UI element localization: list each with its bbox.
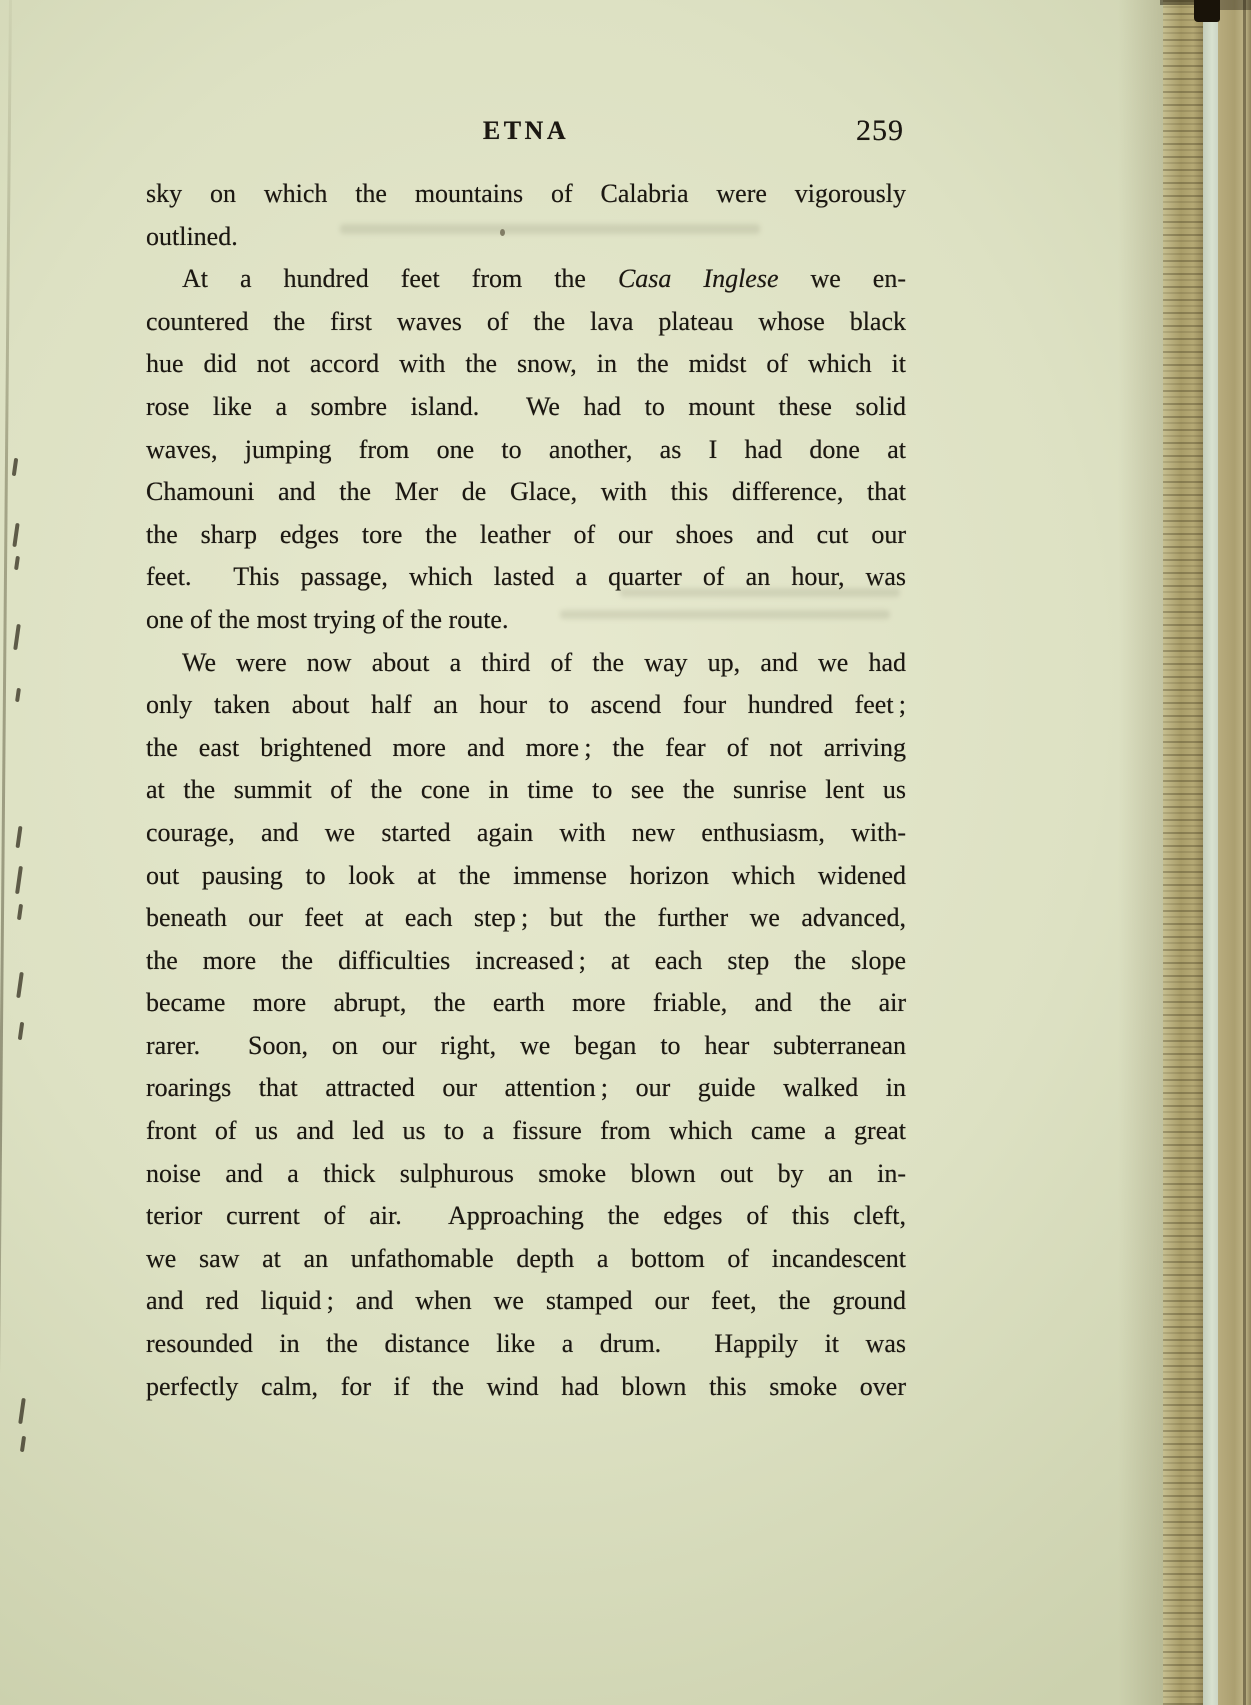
text-line: [146, 642, 906, 685]
text-run: out pausing to look at the immense horizon which widened: [146, 860, 906, 890]
text-run: We were now about a third of the way up, and we had: [182, 647, 906, 677]
text-run: sky on which the mountains of Calabria were vigorously: [146, 179, 906, 208]
crease-mark: [15, 688, 21, 702]
text-line: [146, 1153, 906, 1196]
text-line: [146, 1280, 906, 1323]
text-run: front of us and led us to a fissure from which came a great: [146, 1116, 906, 1146]
crease-mark: [12, 458, 18, 476]
text-run: hue did not accord with the snow, in the midst of which it: [146, 349, 906, 379]
text-line: [146, 897, 906, 940]
ink-bleed: [340, 224, 760, 234]
book-cover-edge: [1218, 0, 1251, 1705]
text-run: countered the first waves of the lava plateau whose black: [146, 306, 906, 336]
crease-mark: [13, 624, 21, 650]
text-run: rose like a sombre island. We had to mount these solid: [146, 391, 906, 421]
crease-mark: [18, 1022, 24, 1040]
text-run: feet. This passage, which lasted a quarter of an hour, was: [146, 562, 906, 592]
text-line: [146, 727, 906, 770]
book-pages-edge: [1163, 0, 1203, 1705]
italic-text-run: Casa Inglese: [617, 264, 779, 294]
text-line: [146, 684, 906, 727]
text-run: and red liquid ; and when we stamped our feet, the ground: [146, 1286, 906, 1316]
text-line: [146, 982, 906, 1025]
text-line: [146, 301, 906, 344]
crease-mark: [16, 972, 24, 998]
text-run: noise and a thick sulphurous smoke blown out by an in-: [146, 1158, 906, 1188]
text-line: [146, 1366, 906, 1409]
ink-bleed: [620, 588, 900, 597]
text-run: rarer. Soon, on our right, we began to hear subterranean: [146, 1030, 906, 1060]
text-run: became more abrupt, the earth more friable, and the air: [146, 988, 906, 1018]
crease-mark: [17, 904, 23, 920]
text-run: terior current of air. Approaching the edges of this cleft,: [146, 1201, 906, 1231]
text-run: the more the difficulties increased ; at each step the slope: [146, 945, 906, 975]
text-line: [146, 599, 906, 642]
text-line: [146, 471, 906, 514]
text-line: [146, 1195, 906, 1238]
page-edge-highlight: [1203, 0, 1218, 1705]
text-run: courage, and we started again with new enthusiasm, with-: [146, 817, 906, 847]
text-line: [146, 1238, 906, 1281]
text-line: [146, 343, 906, 386]
crease-mark: [15, 866, 23, 894]
text-line: [146, 173, 906, 216]
text-line: [146, 216, 906, 259]
text-run: the sharp edges tore the leather of our shoes and cut our: [146, 519, 906, 549]
text-run: roarings that attracted our attention ; our guide walked in: [146, 1073, 906, 1103]
top-edge-shadow: [1160, 0, 1196, 5]
text-run: Chamouni and the Mer de Glace, with this difference, that: [146, 477, 906, 507]
text-run: waves, jumping from one to another, as I had done at: [146, 434, 906, 464]
page-number: 259: [856, 114, 904, 147]
text-run: we en-: [778, 264, 906, 294]
paragraph: [146, 258, 906, 641]
crease-mark: [12, 523, 19, 547]
text-line: [146, 429, 906, 472]
text-line: [146, 1067, 906, 1110]
text-line: [146, 386, 906, 429]
cover-edge-shadow: [1218, 0, 1251, 10]
text-line: [146, 1025, 906, 1068]
text-run: At a hundred feet from the: [182, 264, 618, 294]
text-run: perfectly calm, for if the wind had blown this smoke over: [146, 1371, 906, 1401]
page-header: [146, 116, 906, 150]
text-line: [146, 940, 906, 983]
paragraph: [146, 173, 906, 258]
crease-mark: [20, 1436, 26, 1452]
page-crease: [0, 0, 12, 1600]
crease-mark: [18, 1398, 26, 1424]
text-line: [146, 812, 906, 855]
text-line: [146, 258, 906, 301]
text-run: outlined.: [146, 221, 238, 251]
running-head-title: ETNA: [482, 116, 570, 145]
text-line: [146, 514, 906, 557]
dark-corner: [1194, 0, 1220, 22]
paragraph: [146, 642, 906, 1409]
page-edge-shadow: [1118, 0, 1163, 1705]
text-run: one of the most trying of the route.: [146, 604, 509, 634]
text-run: we saw at an unfathomable depth a bottom of incandescent: [146, 1243, 906, 1273]
text-run: only taken about half an hour to ascend four hundred feet ;: [146, 690, 906, 720]
text-block: [146, 173, 906, 1408]
cover-edge-line: [1243, 0, 1246, 1705]
crease-mark: [15, 826, 22, 848]
text-run: the east brightened more and more ; the fear of not arriving: [146, 732, 906, 762]
text-run: resounded in the distance like a drum. Happily it was: [146, 1329, 906, 1359]
text-line: [146, 1323, 906, 1366]
crease-mark: [14, 556, 20, 570]
text-run: beneath our feet at each step ; but the further we advanced,: [146, 903, 906, 933]
text-line: [146, 1110, 906, 1153]
ink-bleed: [560, 610, 890, 619]
text-line: [146, 855, 906, 898]
text-line: [146, 769, 906, 812]
text-run: at the summit of the cone in time to see the sunrise lent us: [146, 775, 906, 805]
